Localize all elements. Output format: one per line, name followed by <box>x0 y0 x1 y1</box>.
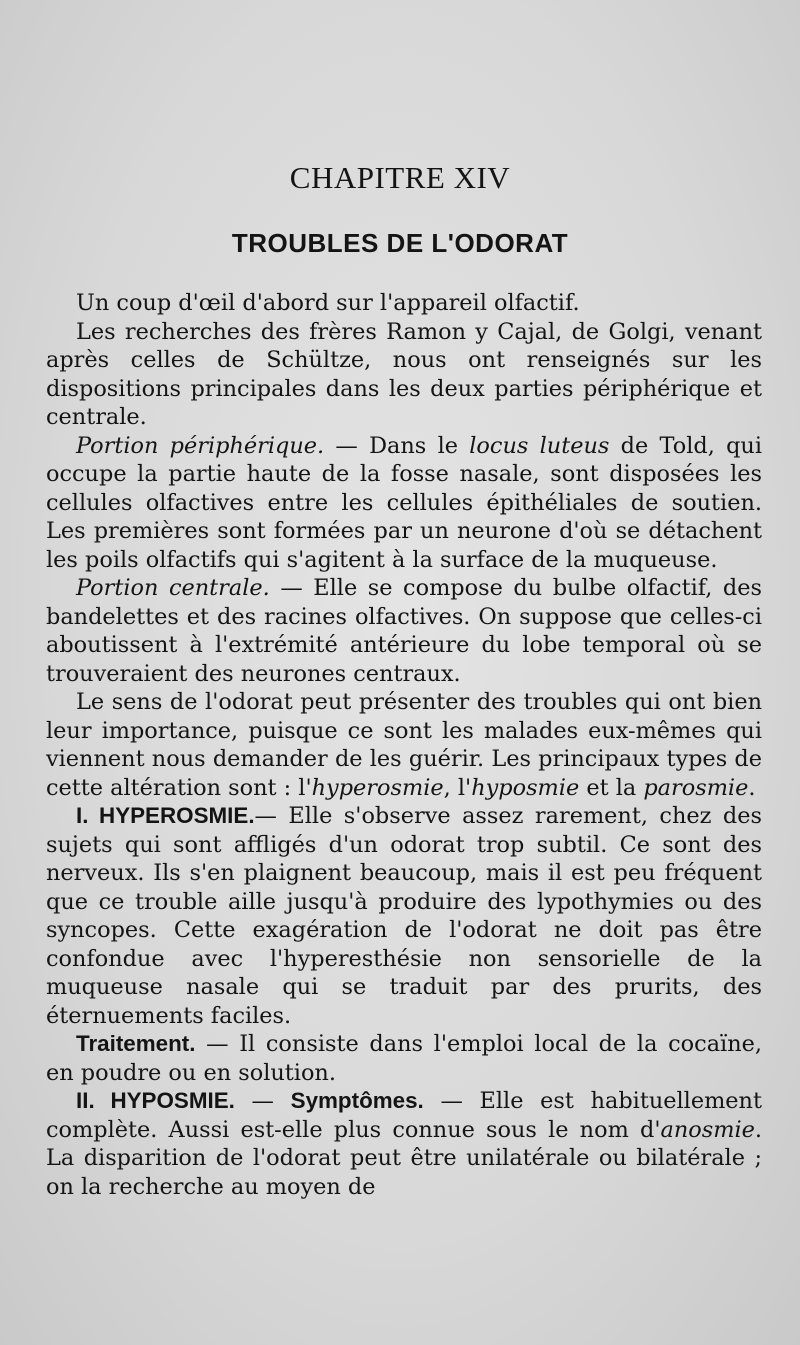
paragraph-text: , l' <box>443 774 472 801</box>
paragraph-traitement <box>46 1030 762 1087</box>
chapter-title: TROUBLES DE L'ODORAT <box>231 228 569 258</box>
paragraph-hyperosmie <box>46 802 762 1030</box>
paragraph-text: — Dans le <box>324 432 470 459</box>
section-heading-hyperosmie: I. HYPEROSMIE. <box>76 803 255 828</box>
paragraph-text: — <box>234 1088 291 1114</box>
paragraph-hyposmie <box>46 1087 762 1201</box>
paragraph-text: — Il consiste dans l'emploi local de la cocaïne, en poudre ou en solution. <box>46 1031 762 1086</box>
term-anosmie: anosmie <box>660 1116 755 1143</box>
paragraph-portion-peripherique <box>46 432 762 575</box>
section-heading-traitement: Traitement. <box>76 1031 196 1056</box>
paragraph-text: de Told, qui occupe la partie haute de la fosse nasale, sont disposées les cellules olfactives entre les cellules épithéliales de soutien. Les premières sont formées par un neurone d'où se détachent les poils olfactifs qui s'agitent à la surface de la muqueuse. <box>46 432 763 573</box>
paragraph-text: — Elle est habituellement complète. Aussi est-elle plus connue sous le nom d' <box>46 1088 762 1143</box>
paragraph-text: et la <box>579 774 644 801</box>
term-locus-luteus: locus luteus <box>469 432 610 459</box>
term-hyperosmie: hyperosmie <box>311 774 444 801</box>
paragraph-portion-centrale <box>46 574 762 688</box>
chapter-heading: CHAPITRE XIV <box>289 160 511 195</box>
term-parosmie: parosmie <box>643 774 749 801</box>
paragraph-text: . <box>748 774 756 801</box>
section-heading-hyposmie: II. HYPOSMIE. <box>76 1088 235 1113</box>
body-text <box>46 289 762 1201</box>
paragraph-research: Les recherches des frères Ramon y Cajal, de Golgi, venant après celles de Schültze, nous ont renseignés sur les dispositions principales dans les deux parties périphérique et centrale. <box>46 318 762 430</box>
section-lead-peripherique: Portion périphérique. <box>76 432 325 459</box>
section-lead-centrale: Portion centrale. <box>76 575 270 601</box>
paragraph-types <box>46 688 762 802</box>
paragraph-text: Le sens de l'odorat peut présenter des troubles qui ont bien leur importance, puisque ce sont les malades eux-mêmes qui viennent nous demander de les guérir. Les principaux types de cette altération sont : l' <box>46 689 762 801</box>
paragraph-text: . La disparition de l'odorat peut être unilatérale ou bilatérale ; on la recherche au moyen de <box>46 1116 762 1200</box>
paragraph-text: — Elle s'observe assez rarement, chez des sujets qui sont affligés d'un odorat trop subtil. Ce sont des nerveux. Ils s'en plaignent beaucoup, mais il est peu fréquent que ce trouble aille jusqu'à produire des lypothymies ou des syncopes. Cette exagération de l'odorat ne doit pas être confondue avec l'hyperesthésie non sensorielle de la muqueuse nasale qui se traduit par des prurits, des éternuements faciles. <box>46 803 762 1029</box>
paragraph-text: — Elle se compose du bulbe olfactif, des bandelettes et des racines olfactives. On suppose que celles-ci aboutissent à l'extrémité antérieure du lobe temporal où se trouveraient des neurones centraux. <box>46 575 762 687</box>
term-hyposmie: hyposmie <box>471 774 580 801</box>
paragraph-intro: Un coup d'œil d'abord sur l'appareil olfactif. <box>76 290 580 316</box>
subheading-symptomes: Symptômes. <box>290 1088 424 1113</box>
